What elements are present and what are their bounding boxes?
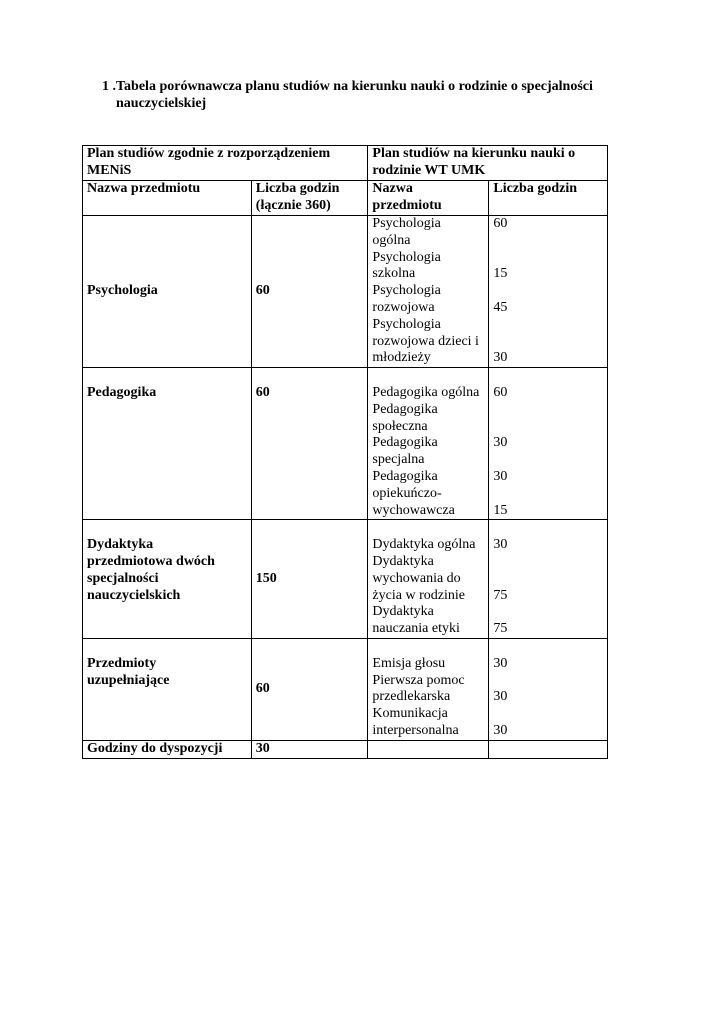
detail-hours xyxy=(489,216,608,368)
col-header-hours-left-line-1: Liczba godzin xyxy=(255,181,340,196)
detail-hours-line xyxy=(493,233,603,250)
heading-line-2: nauczycielskiej xyxy=(116,96,207,111)
detail-line: nauczania etyki xyxy=(372,621,460,637)
table-column-header-row xyxy=(83,181,608,216)
detail-hours-line xyxy=(493,673,603,690)
detail-hours-line: 30 xyxy=(493,722,508,738)
subject-hours: 60 xyxy=(251,216,368,368)
detail-hours-line: 75 xyxy=(493,621,508,637)
detail-line xyxy=(372,639,484,656)
detail-line: Dydaktyka xyxy=(372,604,434,620)
subject-name-line: nauczycielskich xyxy=(87,587,181,603)
detail-line: ogólna xyxy=(372,232,411,248)
subject-hours: 60 xyxy=(255,384,270,400)
col-header-subject-right-line-2: przedmiotu xyxy=(372,197,442,213)
subject-name-line: specjalności xyxy=(87,570,159,586)
detail-hours-line: 30 xyxy=(493,350,508,366)
table-row xyxy=(83,638,608,740)
group-header-wtumk xyxy=(368,146,608,181)
col-header-subject-left-text: Nazwa przedmiotu xyxy=(87,181,201,196)
heading-line-1: Tabela porównawcza planu studiów na kierunku nauki o rodzinie o specjalności xyxy=(116,79,593,94)
detail-hours-line xyxy=(493,520,603,537)
detail-hours-line xyxy=(493,571,603,588)
document-heading xyxy=(102,78,662,112)
detail-hours-line: 45 xyxy=(493,299,508,315)
detail-line: Psychologia xyxy=(372,216,441,231)
empty-cell xyxy=(489,740,608,758)
detail-line: rozwojowa xyxy=(372,299,435,315)
subject-name: Godziny do dyspozycji xyxy=(83,740,252,758)
detail-hours-line: 30 xyxy=(493,689,508,705)
detail-line: specjalna xyxy=(372,452,425,468)
col-header-subject-right-line-1: Nazwa xyxy=(372,181,413,196)
detail-line: Komunikacja xyxy=(372,706,448,722)
group-header-menis xyxy=(83,146,368,181)
table-group-header-row xyxy=(83,146,608,181)
subject-name-cell xyxy=(83,638,252,740)
detail-line: Dydaktyka xyxy=(372,553,434,569)
detail-line: wychowania do xyxy=(372,570,461,586)
detail-hours xyxy=(489,638,608,740)
detail-hours-line xyxy=(493,639,603,656)
detail-hours-line xyxy=(493,317,603,334)
detail-hours-line: 30 xyxy=(493,468,508,484)
detail-line: Psychologia xyxy=(372,316,441,332)
detail-hours-line xyxy=(493,419,603,436)
subject-name-cell xyxy=(83,368,252,520)
group-header-wtumk-line-2: rodzinie WT UMK xyxy=(372,162,486,178)
subject-name: Pedagogika xyxy=(87,384,157,400)
comparison-table xyxy=(82,145,608,759)
subject-hours: 60 xyxy=(251,638,368,740)
col-header-hours-right-text: Liczba godzin xyxy=(493,181,578,196)
detail-hours-line: 75 xyxy=(493,587,508,603)
detail-line: szkolna xyxy=(372,266,416,282)
col-header-subject-right xyxy=(368,181,489,216)
col-header-hours-left xyxy=(251,181,368,216)
detail-hours-line xyxy=(493,334,603,351)
detail-line: Pedagogika xyxy=(372,435,438,451)
detail-hours-line xyxy=(493,283,603,300)
detail-line: Pierwsza pomoc xyxy=(372,672,465,688)
subject-name: Psychologia xyxy=(83,216,252,368)
detail-hours-line: 60 xyxy=(493,384,508,400)
detail-hours xyxy=(489,520,608,639)
empty-cell xyxy=(368,740,489,758)
detail-subjects xyxy=(368,368,489,520)
detail-subjects xyxy=(368,520,489,639)
detail-line: Psychologia xyxy=(372,283,441,299)
group-header-menis-line-2: MENiS xyxy=(87,162,132,178)
detail-line: rozwojowa dzieci i xyxy=(372,333,479,349)
detail-hours-line: 30 xyxy=(493,435,508,451)
detail-hours-line xyxy=(493,706,603,723)
detail-line: Pedagogika ogólna xyxy=(372,384,480,400)
subject-name-line: Dydaktyka xyxy=(87,537,154,553)
subject-name-line: uzupełniające xyxy=(87,672,170,688)
col-header-subject-left xyxy=(83,181,252,216)
detail-line: życia w rodzinie xyxy=(372,587,465,603)
detail-hours-line xyxy=(493,250,603,267)
detail-hours-line xyxy=(493,452,603,469)
detail-hours-line xyxy=(493,604,603,621)
detail-line: przedlekarska xyxy=(372,689,451,705)
detail-line: społeczna xyxy=(372,418,428,434)
detail-line: interpersonalna xyxy=(372,722,459,738)
detail-subjects xyxy=(368,638,489,740)
subject-hours: 150 xyxy=(251,520,368,639)
col-header-hours-right xyxy=(489,181,608,216)
detail-line: opiekuńczo- xyxy=(372,485,442,501)
col-header-hours-left-line-2: (łącznie 360) xyxy=(255,197,331,213)
detail-line: Dydaktyka ogólna xyxy=(372,537,476,553)
detail-line xyxy=(372,520,484,537)
detail-hours-line: 30 xyxy=(493,655,508,671)
detail-hours-line xyxy=(493,554,603,571)
detail-hours-line: 60 xyxy=(493,216,508,231)
detail-hours-line xyxy=(493,402,603,419)
group-header-menis-line-1: Plan studiów zgodnie z rozporządzeniem xyxy=(87,146,331,161)
detail-line: Emisja głosu xyxy=(372,655,446,671)
detail-line: Pedagogika xyxy=(372,468,438,484)
detail-hours-line: 30 xyxy=(493,537,508,553)
group-header-wtumk-line-1: Plan studiów na kierunku nauki o xyxy=(372,146,576,161)
detail-hours xyxy=(489,368,608,520)
detail-line: Psychologia xyxy=(372,249,441,265)
table-row xyxy=(83,368,608,520)
detail-subjects xyxy=(368,216,489,368)
detail-hours-line: 15 xyxy=(493,266,508,282)
table-row xyxy=(83,216,608,368)
subject-hours-cell xyxy=(251,368,368,520)
detail-hours-line xyxy=(493,486,603,503)
detail-hours-line xyxy=(493,368,603,385)
subject-hours: 30 xyxy=(251,740,368,758)
subject-name-cell xyxy=(83,520,252,639)
detail-hours-line: 15 xyxy=(493,502,508,518)
subject-name-line: Przedmioty xyxy=(87,655,157,671)
detail-line: wychowawcza xyxy=(372,502,455,518)
detail-line xyxy=(372,368,484,385)
table-row xyxy=(83,740,608,758)
table-row xyxy=(83,520,608,639)
detail-line: Pedagogika xyxy=(372,401,438,417)
heading-number: 1 . xyxy=(102,79,116,94)
detail-line: młodzieży xyxy=(372,350,431,366)
subject-name-line: przedmiotowa dwóch xyxy=(87,553,215,569)
